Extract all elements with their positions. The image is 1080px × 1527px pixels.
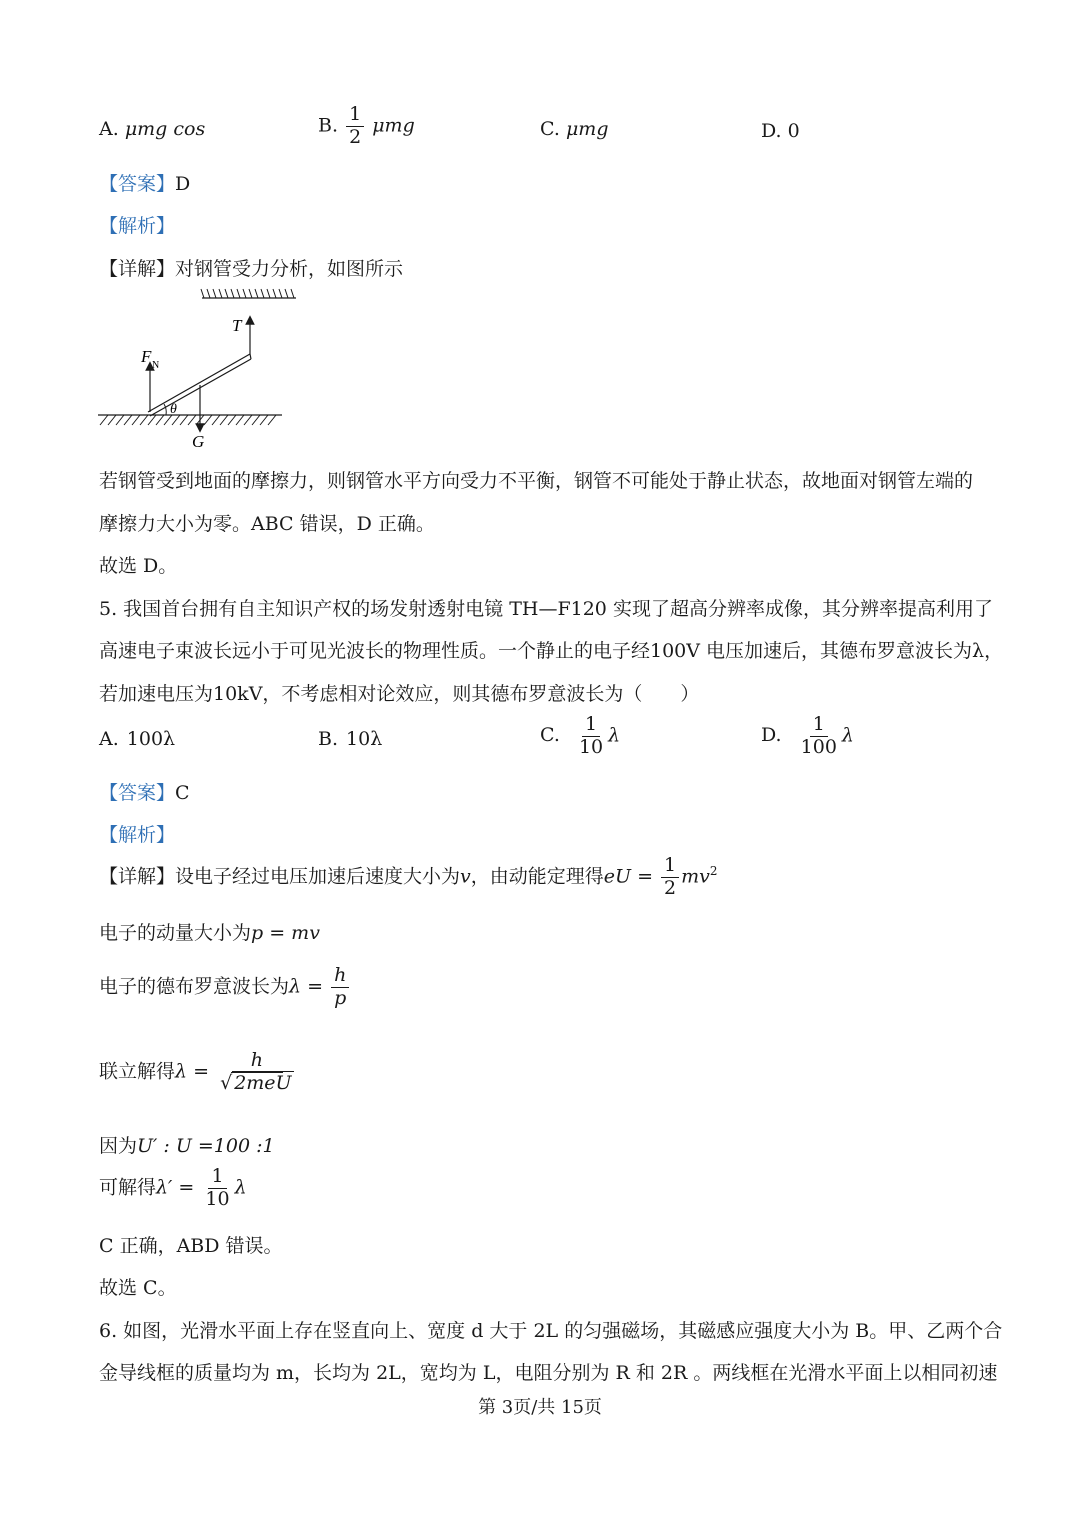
answer-tag: 【答案】 [99,173,176,195]
detail-tag: 【详解】 [99,865,176,888]
fraction-numerator: 1 [661,855,679,878]
q5-option-d [761,714,854,759]
fraction-denominator: p [334,986,347,1009]
step-lhs: λ′ = [156,1176,195,1199]
ceiling-hatch [201,289,296,298]
tension-label: T [232,316,242,335]
option-label: B. [318,114,339,137]
step-text: 电子的德布罗意波长为 [99,975,290,998]
q5-stem-line2: 高速电子束波长远小于可见光波长的物理性质。一个静止的电子经100V 电压加速后，其德布罗意波长为λ， [99,640,1004,662]
q5-momentum-line [99,918,320,945]
q5-option-b [318,728,382,750]
step-lhs: λ = [289,975,324,998]
equation-lhs: eU = [603,865,653,888]
q5-result-line [99,1166,247,1211]
gravity-label: G [192,432,205,451]
q4-option-d: D. 0 [761,120,800,142]
answer-value: C [175,782,190,804]
option-label: C. [540,724,560,747]
fraction-numerator: 1 [208,1166,226,1189]
step-symbol: λ [234,1176,247,1199]
q5-option-c [540,714,620,759]
q5-detail [99,855,718,900]
q4-explanation-line2: 摩擦力大小为零。ABC 错误，D 正确。 [99,513,435,535]
option-text: μmg [372,114,415,137]
option-symbol: λ [841,724,854,747]
q4-option-b [318,104,415,149]
detail-text: 对钢管受力分析，如图所示 [175,258,404,280]
fraction-denominator: 10 [578,735,604,758]
step-text: 联立解得 [99,1060,176,1083]
fraction-numerator: h [231,1050,283,1073]
q5-wavelength-line [99,965,351,1010]
option-label: C. [540,118,560,140]
fraction [331,965,349,1010]
q4-option-a [99,118,205,140]
option-symbol: λ [608,724,621,747]
detail-text: 设电子经过电压加速后速度大小为 [175,865,461,888]
step-equation: U′ : U =100 :1 [137,1135,275,1157]
equation-rhs: mv [681,865,710,888]
q5-correct-line: C 正确，ABD 错误。 [99,1235,283,1257]
q5-analysis-tag: 【解析】 [99,824,176,846]
fraction-numerator: 1 [810,714,828,737]
q4-detail [99,254,403,281]
fraction [576,714,606,759]
step-text: 因为 [99,1135,138,1157]
fraction-numerator: 1 [582,714,600,737]
answer-tag: 【答案】 [99,782,176,804]
fraction-denominator: √ 2meU [220,1071,292,1094]
option-label: B. [318,728,339,750]
option-label: D. [761,724,782,747]
fraction [217,1050,296,1095]
answer-value: D [175,173,191,195]
fraction [798,714,840,759]
normal-force-subscript: N [152,360,160,371]
q4-answer [99,169,190,196]
force-diagram [96,282,296,454]
sqrt-radicand: 2meU [234,1071,292,1094]
step-text: 可解得 [99,1176,157,1199]
fraction-denominator: 100 [800,735,837,758]
fraction-numerator: 1 [346,104,364,127]
angle-arc [164,404,166,415]
velocity-symbol: v [460,865,471,888]
option-text: 10λ [346,728,383,750]
q6-stem-line1: 6. 如图，光滑水平面上存在竖直向上、宽度 d 大于 2L 的匀强磁场，其磁感应强度大小为 B。甲、乙两个合 [99,1320,1003,1342]
option-label: A. [99,118,119,140]
step-lhs: λ = [175,1060,210,1083]
q5-answer [99,778,190,805]
q4-option-c [540,118,608,140]
q4-explanation-line1: 若钢管受到地面的摩擦力，则钢管水平方向受力不平衡，钢管不可能处于静止状态，故地面对钢管左端的 [99,470,974,492]
page-number: 第 3页/共 15页 [478,1397,602,1418]
fraction-numerator: h [331,965,349,988]
step-text: 电子的动量大小为 [99,922,252,944]
q5-option-a [99,728,175,750]
detail-tag: 【详解】 [99,258,176,280]
q5-ratio-line [99,1131,275,1158]
option-text: μmg [565,118,609,140]
equation-exponent: 2 [709,864,718,879]
step-equation: p = mv [251,922,320,944]
q5-stem-line1: 5. 我国首台拥有自主知识产权的场发射透射电镜 TH—F120 实现了超高分辨率成像，其分辨率提高利用了 [99,598,993,620]
fraction-denominator: 10 [205,1187,230,1210]
q5-solve-line [99,1050,299,1095]
q4-analysis-tag: 【解析】 [99,215,176,237]
angle-label: θ [170,402,177,417]
q6-stem-line2: 金导线框的质量均为 m，长均为 2L，宽均为 L，电阻分别为 R 和 2R 。两线框在光滑水平面上以相同初速 [99,1362,998,1384]
normal-force-label: F [141,347,152,366]
q5-stem-line3: 若加速电压为10kV，不考虑相对论效应，则其德布罗意波长为（ ） [99,683,700,705]
option-label: A. [99,728,119,750]
ground-hatch [98,415,282,425]
fraction [346,104,364,149]
fraction-denominator: 2 [349,125,362,148]
fraction [202,1166,232,1211]
fraction [661,855,679,900]
q4-conclusion: 故选 D。 [99,555,178,577]
detail-text-2: ，由动能定理得 [470,865,604,888]
option-text: 100λ [126,728,176,750]
fraction-denominator: 2 [664,876,677,899]
q5-conclusion: 故选 C。 [99,1277,177,1299]
option-text: μmg cos [124,118,206,140]
